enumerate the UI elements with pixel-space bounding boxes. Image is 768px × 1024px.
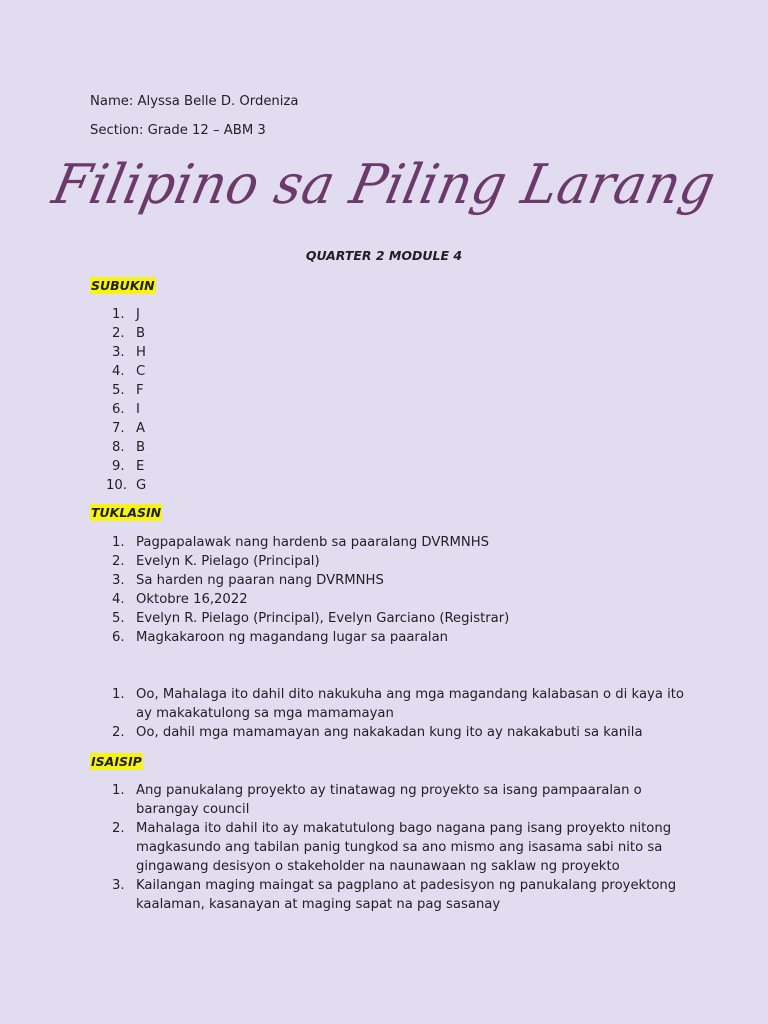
isaisip-list (90, 781, 686, 914)
name-line: Name: Alyssa Belle D. Ordeniza (90, 94, 299, 109)
list-item (90, 590, 690, 609)
list-number: 5. (112, 611, 125, 626)
list-number: 5. (112, 383, 125, 398)
list-item (90, 781, 686, 819)
list-text: Oo, Mahalaga ito dahil dito nakukuha ang mga magandang kalabasan o di kaya ito ay makakatulong sa mga mamamayan (136, 687, 685, 721)
tuklasin-list-2 (90, 685, 690, 742)
list-text: Sa harden ng paaran nang DVRMNHS (136, 573, 384, 588)
list-number: 7. (112, 421, 125, 436)
list-number: 1. (112, 535, 125, 550)
list-number: 2. (112, 554, 125, 569)
list-text: B (136, 326, 146, 341)
list-item (90, 819, 686, 876)
module-subtitle: QUARTER 2 MODULE 4 (305, 248, 463, 263)
list-number: 4. (112, 592, 125, 607)
list-number: 4. (112, 364, 125, 379)
list-text: Evelyn K. Pielago (Principal) (136, 554, 320, 569)
list-text: J (136, 307, 140, 322)
list-text: Kailangan maging maingat sa pagplano at padesisyon ng panukalang proyektong kaalaman, kasanayan at maging sapat na pag sasanay (136, 878, 677, 912)
list-text: E (136, 459, 145, 474)
list-item (90, 381, 690, 400)
list-item (90, 628, 690, 647)
list-number: 1. (112, 307, 125, 322)
list-item (90, 457, 690, 476)
list-number: 2. (112, 821, 125, 836)
list-item (90, 438, 690, 457)
list-number: 3. (112, 573, 125, 588)
list-text: Oktobre 16,2022 (136, 592, 248, 607)
list-text: Mahalaga ito dahil ito ay makatutulong bago nagana pang isang proyekto nitong magkasundo ang tabilan panig tungkod sa ano mismo ang isasama sabi nito sa gingawang desisyon o stakeholder na naunawaan ng saklaw ng proyekto (136, 821, 672, 874)
section-heading-subukin: SUBUKIN (91, 278, 155, 293)
list-item (90, 400, 690, 419)
tuklasin-list (90, 533, 690, 647)
list-item (90, 552, 690, 571)
list-item (90, 533, 690, 552)
section-heading-tuklasin: TUKLASIN (91, 505, 162, 520)
document-title: Filipino sa Piling Larang (47, 153, 721, 217)
list-text: B (136, 440, 146, 455)
list-number: 1. (112, 687, 125, 702)
list-item (90, 685, 690, 723)
list-number: 6. (112, 630, 125, 645)
list-item (90, 571, 690, 590)
list-text: I (136, 402, 140, 417)
list-number: 2. (112, 326, 125, 341)
list-text: A (136, 421, 146, 436)
list-text: C (136, 364, 146, 379)
list-number: 3. (112, 878, 125, 893)
list-number: 2. (112, 725, 125, 740)
list-text: Magkakaroon ng magandang lugar sa paaralan (136, 630, 449, 645)
list-text: Pagpapalawak nang hardenb sa paaralang DVRMNHS (136, 535, 490, 550)
list-number: 3. (112, 345, 125, 360)
list-text: Ang panukalang proyekto ay tinatawag ng proyekto sa isang pampaaralan o barangay council (136, 783, 642, 817)
section-line: Section: Grade 12 – ABM 3 (90, 123, 266, 138)
subukin-list (90, 305, 690, 495)
list-text: G (136, 478, 147, 493)
list-number: 10. (106, 478, 127, 493)
list-item (90, 476, 690, 495)
list-item (90, 419, 690, 438)
list-item (90, 609, 690, 628)
list-item (90, 723, 690, 742)
list-text: Oo, dahil mga mamamayan ang nakakadan kung ito ay nakakabuti sa kanila (136, 725, 643, 740)
list-text: Evelyn R. Pielago (Principal), Evelyn Garciano (Registrar) (136, 611, 510, 626)
list-text: F (136, 383, 144, 398)
list-number: 8. (112, 440, 125, 455)
list-item (90, 324, 690, 343)
list-number: 9. (112, 459, 125, 474)
section-heading-isaisip: ISAISIP (91, 754, 142, 769)
list-item (90, 876, 686, 914)
list-number: 6. (112, 402, 125, 417)
list-item (90, 362, 690, 381)
list-text: H (136, 345, 146, 360)
list-item (90, 343, 690, 362)
list-number: 1. (112, 783, 125, 798)
list-item (90, 305, 690, 324)
